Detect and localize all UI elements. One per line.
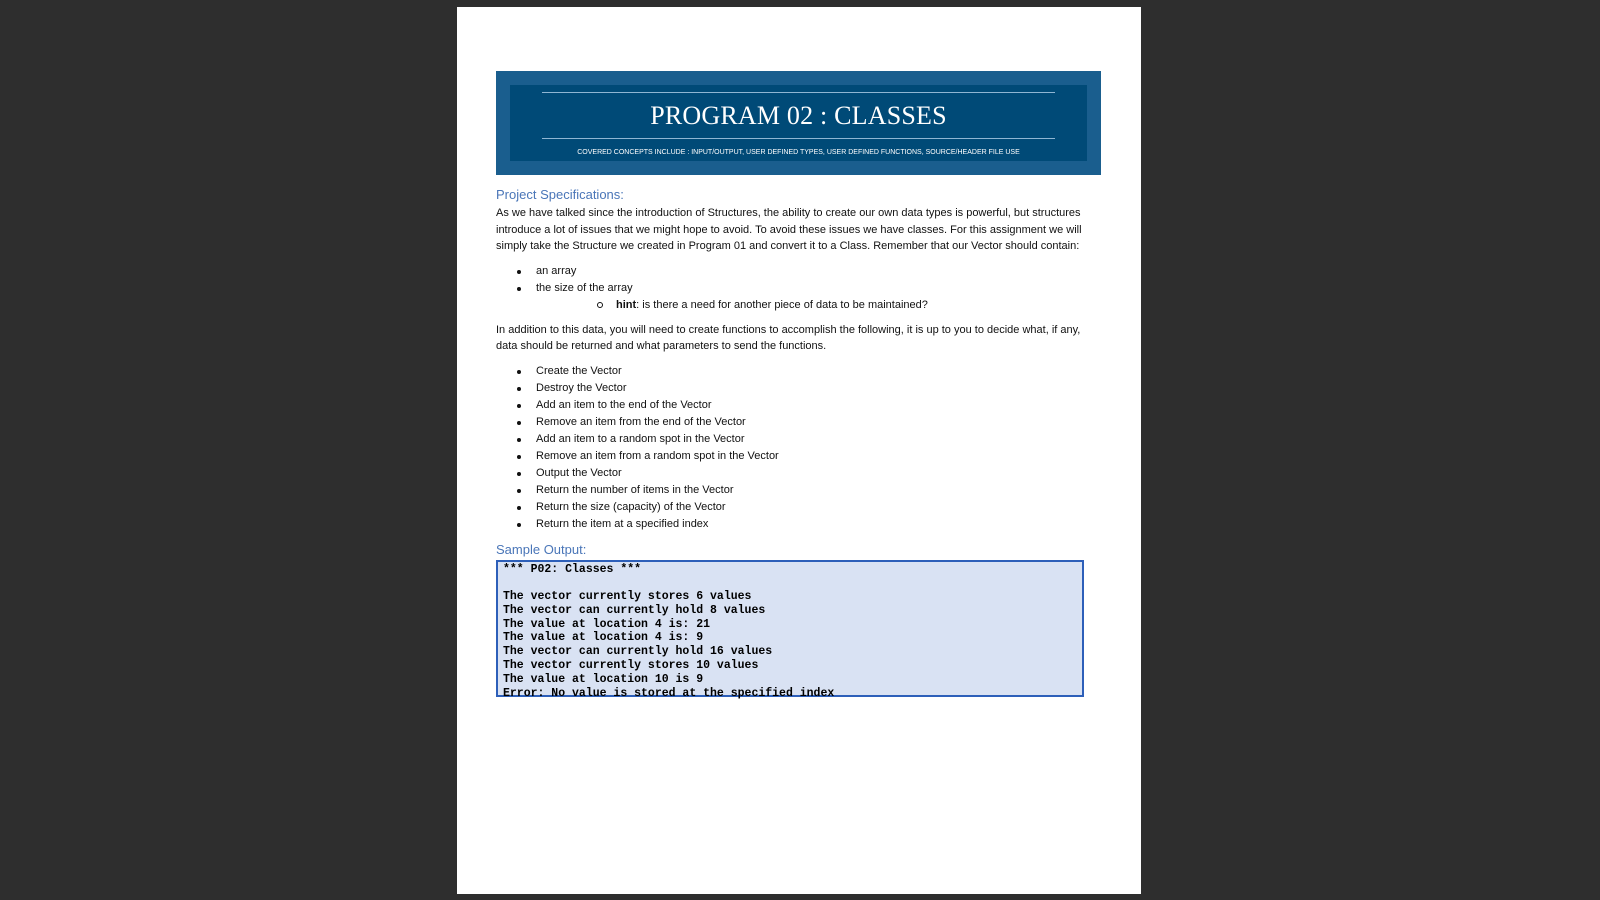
list-item xyxy=(496,280,1096,313)
hint-label: hint xyxy=(616,298,637,311)
document-content xyxy=(496,187,1096,700)
specs-intro: As we have talked since the introduction of Structures, the ability to create our own data types is powerful, but structures introduce a lot of issues that we might hope to avoid. To avoid these issues we have classes. For this assignment we will simply take the Structure we created in Program 01 and convert it to a Class. Remember that our Vector should contain: xyxy=(496,207,1082,252)
output-line: The value at location 10 is 9 xyxy=(503,672,704,686)
sample-output-box xyxy=(496,560,1084,700)
output-line: The value at location 4 is: 9 xyxy=(503,631,704,645)
vector-contents-list xyxy=(496,263,1096,313)
output-line: The vector currently stores 10 values xyxy=(503,659,759,673)
output-line: The vector currently stores 6 values xyxy=(503,590,752,604)
title-banner xyxy=(496,71,1101,175)
output-line: The vector can currently hold 8 values xyxy=(503,603,766,617)
document-title: PROGRAM 02 : CLASSES xyxy=(650,101,947,130)
list-item: Return the size (capacity) of the Vector xyxy=(496,499,1096,516)
list-item: Add an item to the end of the Vector xyxy=(496,397,1096,414)
list-item: an array xyxy=(496,263,1096,280)
functions-intro: In addition to this data, you will need to create functions to accomplish the following, it is up to you to decide what, if any, data should be returned and what parameters to send the functions. xyxy=(496,323,1081,352)
sample-output-heading: Sample Output: xyxy=(496,541,587,557)
hint-text: : is there a need for another piece of data to be maintained? xyxy=(636,298,928,311)
banner-bottom-rule xyxy=(542,138,1055,139)
output-line: The vector can currently hold 16 values xyxy=(503,645,773,659)
specs-heading: Project Specifications: xyxy=(496,187,624,202)
list-item: Add an item to a random spot in the Vector xyxy=(496,431,1096,448)
list-item: Return the item at a specified index xyxy=(496,516,1096,533)
list-item: Remove an item from the end of the Vector xyxy=(496,414,1096,431)
functions-list xyxy=(496,363,1096,533)
hint-sublist xyxy=(536,297,1096,313)
list-item: Destroy the Vector xyxy=(496,380,1096,397)
output-line: The value at location 4 is: 21 xyxy=(503,617,711,631)
list-item: Output the Vector xyxy=(496,465,1096,482)
output-line xyxy=(503,576,1077,590)
banner-top-rule xyxy=(542,92,1055,93)
list-item: Return the number of items in the Vector xyxy=(496,482,1096,499)
title-banner-inner xyxy=(510,85,1087,161)
hint-item xyxy=(536,297,1096,313)
covered-concepts: COVERED CONCEPTS INCLUDE : INPUT/OUTPUT, USER DEFINED TYPES, USER DEFINED FUNCTIONS, SOURCE/HEADER FILE USE xyxy=(577,149,1020,156)
output-line: *** P02: Classes *** xyxy=(503,562,642,576)
output-line: Error: No value is stored at the specified index xyxy=(503,686,835,700)
list-item: Remove an item from a random spot in the Vector xyxy=(496,448,1096,465)
document-page xyxy=(457,7,1141,894)
list-item: Create the Vector xyxy=(496,363,1096,380)
list-item-label: the size of the array xyxy=(536,281,633,294)
